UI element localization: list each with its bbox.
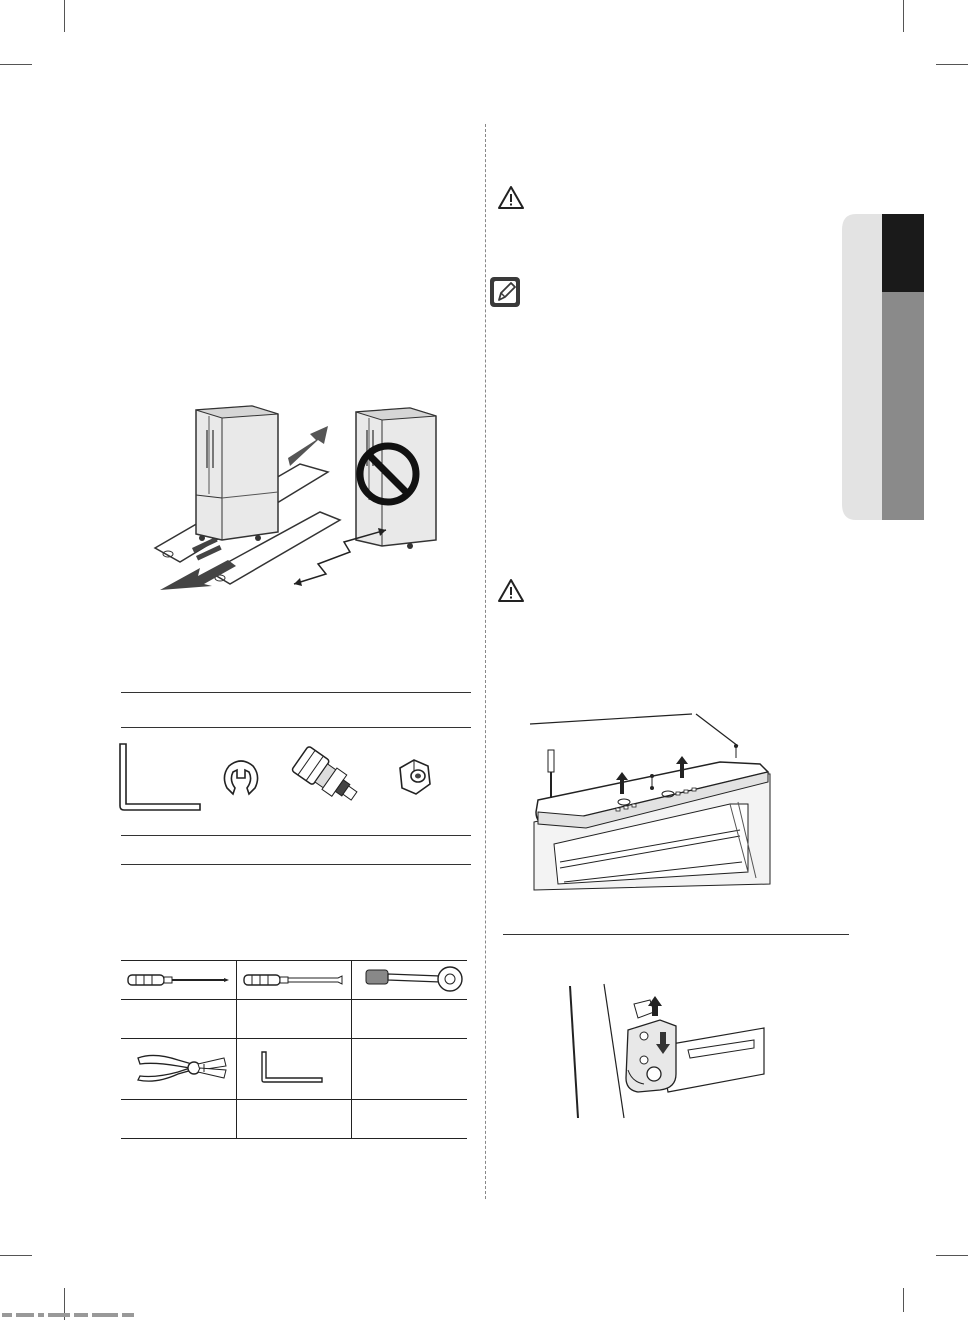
- crop-mark-top-right-v: [903, 0, 904, 32]
- tools-table-row3-rule: [121, 1099, 467, 1100]
- crop-mark-bottom-left-h: [0, 1255, 32, 1256]
- parts-table-mid-rule: [121, 835, 471, 836]
- parts-table-bottom-rule: [121, 864, 471, 865]
- crop-mark-top-left-h: [0, 64, 32, 65]
- note-pencil-icon: [489, 276, 521, 308]
- warning-icon-bottom: [497, 578, 525, 604]
- hinge-cover-illustration: [524, 712, 774, 892]
- column-divider: [485, 124, 486, 1199]
- flat-screwdriver-tool-icon: [242, 970, 346, 990]
- tools-table-row2-rule: [121, 1038, 467, 1039]
- tools-table-bottom-rule: [121, 1138, 467, 1139]
- parts-table-header-rule: [121, 727, 471, 728]
- pliers-tool-icon: [134, 1048, 230, 1088]
- crop-mark-bottom-right-v: [903, 1288, 904, 1312]
- tab-light: [842, 214, 882, 520]
- tools-table-row1-rule: [121, 999, 467, 1000]
- crop-mark-bottom-right-h: [936, 1255, 968, 1256]
- door-hinge-illustration: [564, 978, 766, 1122]
- water-fitting-part-icon: [288, 744, 366, 810]
- phillips-screwdriver-tool-icon: [126, 970, 230, 990]
- tools-table-col1-rule: [236, 960, 237, 1138]
- warning-icon-top: [497, 185, 525, 211]
- moving-fridge-illustration: [140, 400, 450, 600]
- tools-table-col2-rule: [351, 960, 352, 1138]
- section-tabs: [842, 214, 924, 520]
- tools-table-top-rule: [121, 960, 467, 961]
- socket-wrench-tool-icon: [362, 964, 466, 994]
- footer-slug: [2, 1311, 152, 1319]
- right-section-rule: [503, 934, 849, 935]
- hex-wrench-part-icon: [116, 742, 204, 814]
- parts-table-top-rule: [121, 692, 471, 693]
- hex-nut-part-icon: [392, 754, 438, 800]
- tab-gray: [882, 292, 924, 520]
- e-ring-clip-part-icon: [219, 756, 263, 800]
- crop-mark-top-left-v: [64, 0, 65, 32]
- crop-mark-top-right-h: [936, 64, 968, 65]
- tab-dark: [882, 214, 924, 292]
- allen-key-tool-icon: [258, 1050, 326, 1086]
